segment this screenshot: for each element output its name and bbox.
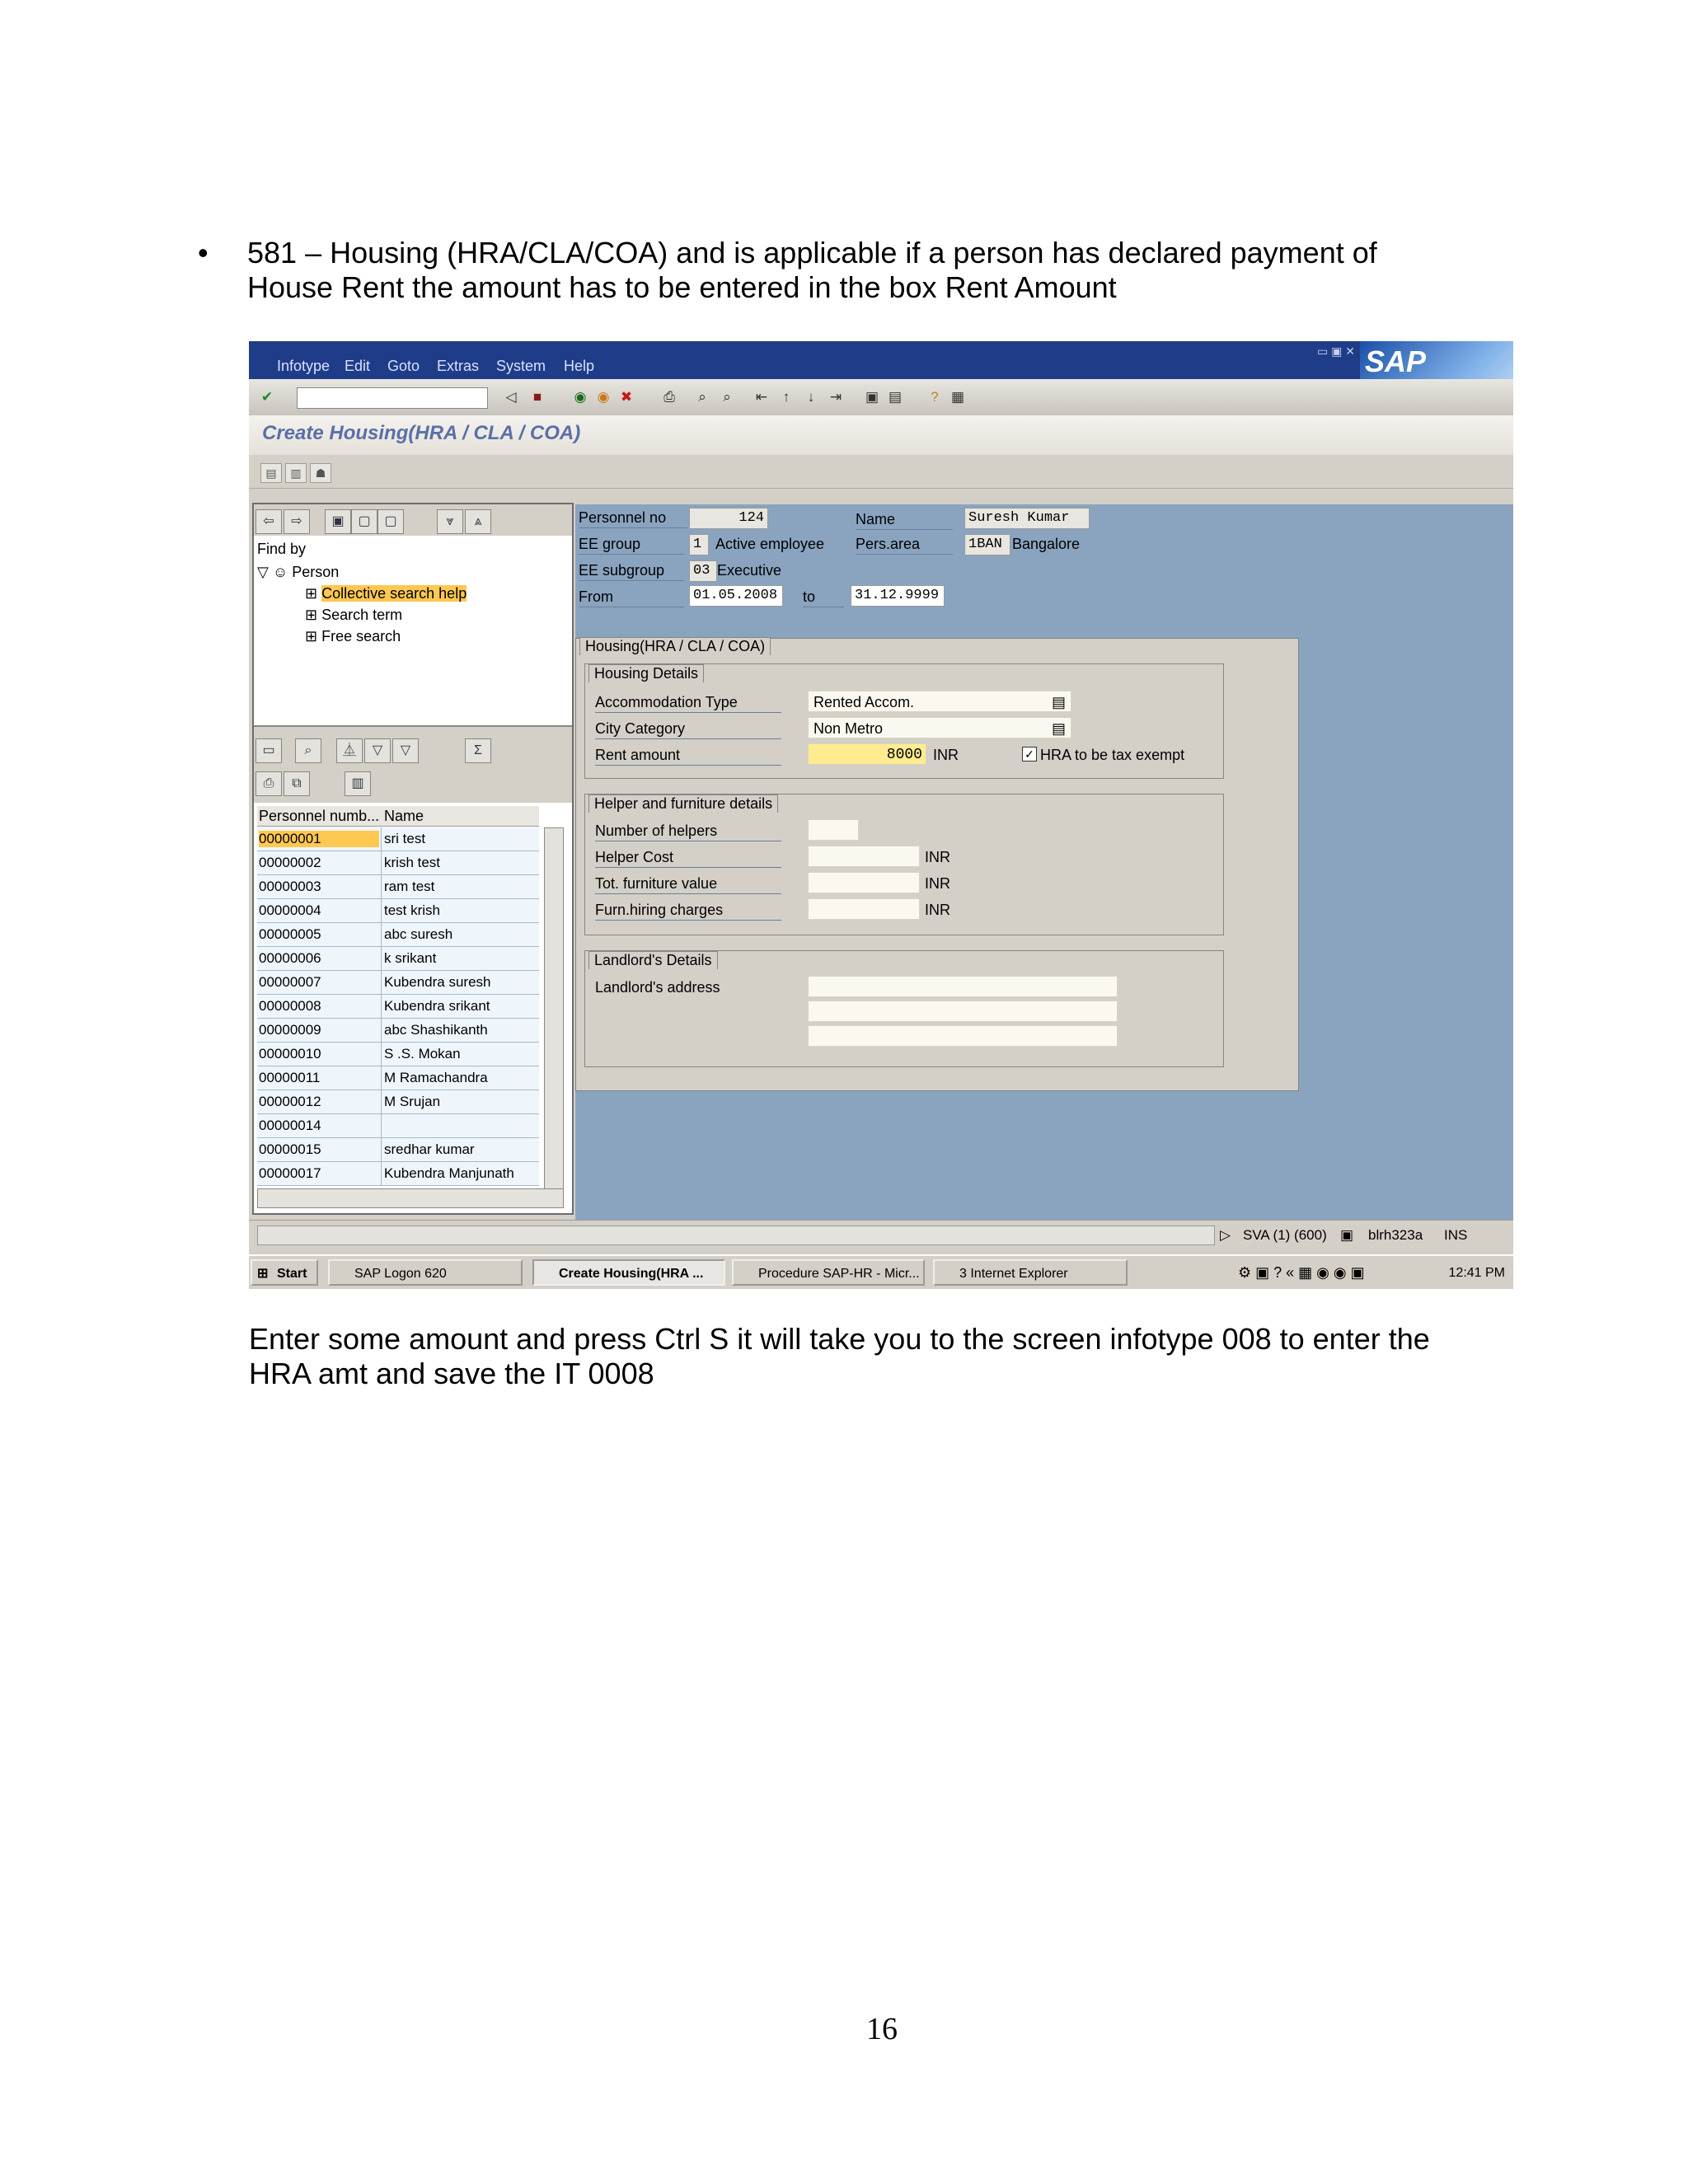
exit-icon[interactable]: ◉: [597, 389, 610, 405]
row-name: M Ramachandra: [384, 1070, 488, 1085]
nav-back-icon[interactable]: ⇦: [256, 509, 282, 534]
find-list-icon[interactable]: ⌕: [295, 738, 321, 763]
next-page-icon[interactable]: ↓: [807, 389, 815, 405]
menu-help[interactable]: Help: [564, 358, 595, 374]
row-pernr: 00000008: [259, 998, 321, 1014]
menu-bar: [249, 341, 1513, 379]
num-helpers-input[interactable]: [808, 819, 859, 841]
num-helpers-label: Number of helpers: [595, 823, 781, 841]
row-pernr: 00000004: [259, 902, 321, 918]
table-row[interactable]: [257, 995, 539, 1019]
layout-menu-icon[interactable]: ▦: [950, 389, 965, 405]
pernr-label: Personnel no: [579, 509, 687, 528]
furniture-value-currency: INR: [925, 875, 950, 892]
nav-expand-icon[interactable]: ⩔: [437, 509, 463, 534]
furniture-value-label: Tot. furniture value: [595, 875, 781, 894]
to-label: to: [803, 588, 844, 607]
row-name: S .S. Mokan: [384, 1046, 461, 1062]
table-row[interactable]: [257, 1066, 539, 1090]
details-icon[interactable]: ▭: [256, 738, 282, 763]
furniture-value-input[interactable]: [808, 872, 920, 893]
menu-extras[interactable]: Extras: [437, 358, 480, 374]
dropdown-icon[interactable]: ▤: [1051, 720, 1066, 737]
city-category-value: Non Metro: [814, 720, 884, 737]
bullet-line-1: 581 – Housing (HRA/CLA/COA) and is applicable if a person has declared payment of: [247, 236, 1377, 269]
table-row[interactable]: [257, 947, 539, 971]
task-internet-explorer[interactable]: 3 Internet Explorer: [933, 1259, 1128, 1286]
list-vertical-scrollbar[interactable]: [544, 827, 564, 1195]
nav-select-icon[interactable]: ▣: [325, 509, 351, 534]
cancel-icon[interactable]: ✖: [620, 389, 633, 405]
find-by-label: Find by: [257, 541, 307, 557]
row-name: Kubendra Manjunath: [384, 1165, 514, 1181]
furn-hiring-label: Furn.hiring charges: [595, 902, 781, 921]
chart-icon[interactable]: ▥: [345, 771, 371, 796]
housing-details-group: [584, 663, 1224, 779]
table-row[interactable]: [257, 1043, 539, 1066]
caption-line-2: HRA amt and save the IT 0008: [249, 1357, 654, 1390]
caption-line-1: Enter some amount and press Ctrl S it will take you to the screen infotype 008 to enter the: [249, 1322, 1430, 1356]
housing-details-title: Housing Details: [588, 664, 704, 682]
row-pernr: 00000014: [259, 1118, 321, 1133]
landlord-address-line-1[interactable]: [808, 976, 1118, 997]
find-icon[interactable]: ⌕: [698, 389, 706, 405]
city-category-input[interactable]: [808, 717, 1071, 738]
command-field[interactable]: [297, 387, 488, 409]
landlord-details-group: [584, 950, 1224, 1067]
landlord-address-label: Landlord's address: [595, 979, 720, 996]
row-pernr: 00000001: [259, 831, 379, 847]
binoculars-icon: ⊞: [305, 607, 318, 623]
to-date-field[interactable]: 31.12.9999: [851, 585, 945, 607]
row-pernr: 00000003: [259, 879, 321, 894]
row-name: krish test: [384, 855, 441, 870]
collapse-triangle-icon[interactable]: ▽: [257, 564, 269, 580]
city-category-label: City Category: [595, 720, 781, 739]
hit-list-header: [257, 806, 539, 827]
tree-search-term-label: Search term: [321, 607, 403, 623]
hit-list: [257, 827, 539, 1186]
row-pernr: 00000009: [259, 1022, 321, 1038]
people-icon: ☺: [272, 564, 288, 580]
helper-furniture-group: [584, 794, 1224, 935]
overview-icon[interactable]: ▥: [285, 463, 307, 483]
enter-icon[interactable]: ✔: [260, 389, 274, 405]
tree-person[interactable]: [257, 564, 339, 581]
helper-cost-currency: INR: [925, 849, 950, 865]
name-label: Name: [856, 511, 953, 530]
application-toolbar: [249, 455, 1513, 489]
row-name: test krish: [384, 902, 441, 918]
row-pernr: 00000012: [259, 1094, 321, 1109]
sap-logo-text: SAP: [1365, 344, 1427, 378]
new-session-icon[interactable]: ▣: [865, 389, 879, 405]
table-row[interactable]: [257, 1138, 539, 1162]
row-name: ram test: [384, 879, 435, 894]
table-row[interactable]: [257, 1019, 539, 1043]
sap-screenshot: [249, 341, 1513, 1289]
clock: 12:41 PM: [1448, 1266, 1505, 1280]
windows-flag-icon: ⊞: [257, 1267, 269, 1281]
from-label: From: [579, 588, 684, 607]
nav-detail-icon[interactable]: ▢: [377, 509, 404, 534]
table-row[interactable]: [257, 875, 539, 899]
accom-type-value: Rented Accom.: [814, 694, 915, 710]
from-date-field[interactable]: 01.05.2008: [689, 585, 783, 607]
dropdown-icon[interactable]: ▤: [1051, 694, 1066, 710]
nav-list-icon[interactable]: ▢: [351, 509, 377, 534]
export-icon[interactable]: ⧉: [284, 771, 310, 796]
name-field: Suresh Kumar: [964, 508, 1090, 529]
standard-toolbar: [249, 379, 1513, 415]
eegroup-text: Active employee: [715, 536, 825, 552]
column-header-pernr[interactable]: Personnel numb...: [259, 808, 380, 824]
row-pernr: 00000017: [259, 1165, 321, 1181]
row-pernr: 00000010: [259, 1046, 321, 1062]
binoculars-icon: ⊞: [305, 585, 318, 602]
bullet-line-2: House Rent the amount has to be entered in the box Rent Amount: [247, 270, 1117, 304]
row-name: k srikant: [384, 950, 437, 966]
object-navigator: [252, 503, 574, 1215]
print-icon[interactable]: ⎙: [663, 389, 675, 405]
accom-type-label: Accommodation Type: [595, 694, 781, 713]
page-number: 16: [866, 2012, 898, 2046]
column-header-name[interactable]: Name: [384, 808, 424, 824]
table-row[interactable]: [257, 851, 539, 875]
furn-hiring-currency: INR: [925, 902, 950, 918]
helper-cost-label: Helper Cost: [595, 849, 781, 868]
sum-icon[interactable]: Σ: [465, 738, 491, 763]
person-icon[interactable]: ☗: [310, 463, 331, 483]
last-page-icon[interactable]: ⇥: [829, 389, 842, 405]
tree-collective-search[interactable]: [305, 585, 467, 602]
row-name: Kubendra suresh: [384, 974, 491, 990]
persarea-text: Bangalore: [1012, 536, 1081, 552]
system-info: SVA (1) (600): [1243, 1227, 1327, 1243]
housing-group-title: Housing(HRA / CLA / COA): [579, 637, 771, 655]
window-controls[interactable]: ▭ ▣ ✕: [1317, 344, 1355, 358]
hra-exempt-checkbox[interactable]: ✓: [1022, 747, 1037, 762]
table-row[interactable]: [257, 899, 539, 923]
row-name: sri test: [384, 831, 426, 846]
start-button[interactable]: ⊞ Start: [251, 1259, 318, 1286]
hit-list-toolbar: [254, 733, 572, 803]
row-name: abc suresh: [384, 926, 453, 942]
tree-free-search-label: Free search: [321, 628, 401, 644]
eegroup-field: 1: [689, 534, 709, 555]
menu-infotype[interactable]: Infotype: [277, 358, 331, 374]
table-row[interactable]: [257, 827, 539, 851]
menu-edit[interactable]: Edit: [345, 358, 371, 374]
nav-collapse-icon[interactable]: ⩓: [465, 509, 491, 534]
toggle-icon[interactable]: ▤: [260, 463, 282, 483]
print-list-icon[interactable]: ⎙: [256, 771, 282, 796]
eesubgroup-label: EE subgroup: [579, 562, 684, 581]
tree-search-term[interactable]: [305, 607, 402, 624]
shortcut-icon[interactable]: ▤: [888, 389, 903, 405]
furn-hiring-input[interactable]: [808, 898, 920, 920]
filter-options-icon[interactable]: ▽: [392, 738, 419, 763]
menu-system[interactable]: System: [496, 358, 546, 374]
pernr-field: 124: [689, 508, 768, 529]
table-row[interactable]: [257, 923, 539, 947]
eegroup-label: EE group: [579, 536, 684, 555]
row-name: sredhar kumar: [384, 1141, 475, 1157]
row-name: abc Shashikanth: [384, 1022, 488, 1038]
filter-icon[interactable]: ▽: [364, 738, 391, 763]
back-icon[interactable]: ◉: [574, 389, 587, 405]
helper-furniture-title: Helper and furniture details: [588, 794, 778, 813]
caption-paragraph: [249, 1322, 1502, 1391]
row-pernr: 00000007: [259, 974, 321, 990]
host-info: blrh323a: [1368, 1227, 1423, 1243]
landlord-address-line-2[interactable]: [808, 1001, 1118, 1022]
tray-icons[interactable]: ⚙ ▣ ? « ▦ ◉ ◉ ▣: [1238, 1264, 1365, 1281]
status-bar: [249, 1220, 1513, 1250]
rent-amount-input[interactable]: 8000: [808, 743, 926, 765]
row-name: M Srujan: [384, 1094, 441, 1109]
status-triangle-icon[interactable]: ▷: [1220, 1227, 1231, 1243]
status-message-field: [257, 1226, 1215, 1245]
hra-exempt-label: HRA to be tax exempt: [1040, 747, 1185, 763]
row-pernr: 00000002: [259, 855, 321, 870]
rent-amount-label: Rent amount: [595, 747, 781, 766]
binoculars-icon: ⊞: [305, 628, 318, 644]
table-row[interactable]: [257, 1162, 539, 1186]
task-procedure-doc[interactable]: Procedure SAP-HR - Micr...: [732, 1259, 925, 1286]
helper-cost-input[interactable]: [808, 846, 920, 867]
back-arrow-icon[interactable]: ◁: [505, 389, 517, 405]
windows-taskbar: [249, 1254, 1513, 1289]
row-pernr: 00000006: [259, 950, 321, 966]
persarea-field: 1BAN: [964, 534, 1010, 555]
task-create-housing[interactable]: Create Housing(HRA ...: [532, 1259, 725, 1286]
persarea-label: Pers.area: [856, 536, 953, 555]
eesubgroup-text: Executive: [717, 562, 782, 579]
tree-free-search[interactable]: [305, 628, 401, 645]
screen-title: Create Housing(HRA / CLA / COA): [262, 422, 581, 444]
sort-icon[interactable]: ⏅: [336, 738, 363, 763]
row-pernr: 00000005: [259, 926, 321, 942]
first-page-icon[interactable]: ⇤: [755, 389, 768, 405]
help-icon[interactable]: ?: [931, 389, 939, 405]
landlord-address-line-3[interactable]: [808, 1025, 1118, 1047]
tree-collective-label: Collective search help: [321, 585, 467, 602]
list-horizontal-scrollbar[interactable]: [257, 1188, 564, 1208]
session-icon: ▣: [1340, 1227, 1354, 1243]
navigator-toolbar: [254, 504, 572, 536]
landlord-details-title: Landlord's Details: [588, 951, 718, 969]
table-row[interactable]: [257, 971, 539, 995]
input-mode[interactable]: INS: [1444, 1227, 1468, 1243]
housing-group: [575, 638, 1299, 1091]
tree-person-label: Person: [292, 564, 340, 580]
accom-type-input[interactable]: [808, 691, 1071, 712]
table-row[interactable]: [257, 1090, 539, 1114]
task-sap-logon[interactable]: SAP Logon 620: [328, 1259, 523, 1286]
save-icon[interactable]: ■: [532, 389, 542, 405]
rent-currency: INR: [933, 747, 959, 763]
menu-goto[interactable]: Goto: [387, 358, 420, 374]
nav-forward-icon[interactable]: ⇨: [284, 509, 310, 534]
bullet-paragraph: [198, 236, 1500, 305]
bullet-point: •: [198, 236, 209, 269]
eesubgroup-field: 03: [689, 560, 717, 582]
row-pernr: 00000011: [259, 1070, 321, 1085]
row-name: Kubendra srikant: [384, 998, 490, 1014]
table-row[interactable]: [257, 1114, 539, 1138]
prev-page-icon[interactable]: ↑: [782, 389, 790, 405]
find-next-icon[interactable]: ⌕: [723, 389, 731, 405]
row-pernr: 00000015: [259, 1141, 321, 1157]
